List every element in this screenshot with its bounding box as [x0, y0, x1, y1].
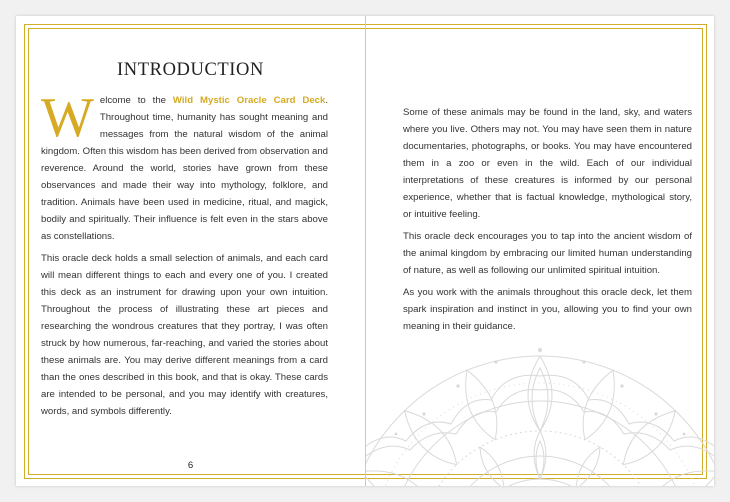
drop-cap: W [41, 87, 94, 149]
intro-paragraph-2: This oracle deck holds a small selection of animals, and each card will mean different things to each and every one of you. I created this deck as an instrument for drawing upon your own intuition. Throughout the process of illustrating these art pieces and researching the wondrous creatures that they portray, I was often struck by how numerous, far-reaching, and varied the stories about these animals are. You may derive different meanings from a card than the ones described in this book, and that is okay. These cards are intended to be personal, and you may identify with creatures, words, and symbols differently. [41, 253, 328, 417]
right-page-body [403, 104, 692, 340]
deck-name-highlight: Wild Mystic Oracle Card Deck [172, 95, 326, 106]
intro-paragraph-1 [41, 87, 328, 245]
right-paragraph-3: As you work with the animals throughout this oracle deck, let them spark inspiration and instinct in you, allowing you to find your own meaning in their guidance. [403, 287, 692, 332]
right-paragraph-2: This oracle deck encourages you to tap into the ancient wisdom of the animal kingdom by embracing our limited human understanding of nature, as well as following our unlimited spiritual intuition. [403, 231, 692, 276]
page-number: 6 [187, 460, 194, 471]
right-page [366, 16, 714, 486]
intro-text-start: elcome to the [99, 95, 173, 106]
right-paragraph-1: Some of these animals may be found in the land, sky, and waters where you live. Others may not. You may have seen them in nature documentaries, photographs, or books. You may have encountered them in a zoo or even in the wild. Each of our individual interpretations of these creatures is informed by our personal experience, whether that is factual knowledge, mythological story, or intuitive feeling. [403, 107, 692, 220]
mandala-icon [366, 336, 714, 486]
book-spread [16, 16, 714, 486]
left-page [16, 16, 365, 486]
intro-text-rest: . Throughout time, humanity has sought meaning and messages from the natural wisdom of the animal kingdom. Often this wisdom has been derived from observation and reverence. Around the world, stories have grown from these observances and made their way into mythology, folklore, and tradition. Animals have been used in medicine, ritual, and magick, bodily and spiritually. Their influence is felt even in the stars above as constellations. [41, 95, 328, 242]
page-title: INTRODUCTION [117, 60, 264, 80]
left-page-body [41, 87, 328, 425]
